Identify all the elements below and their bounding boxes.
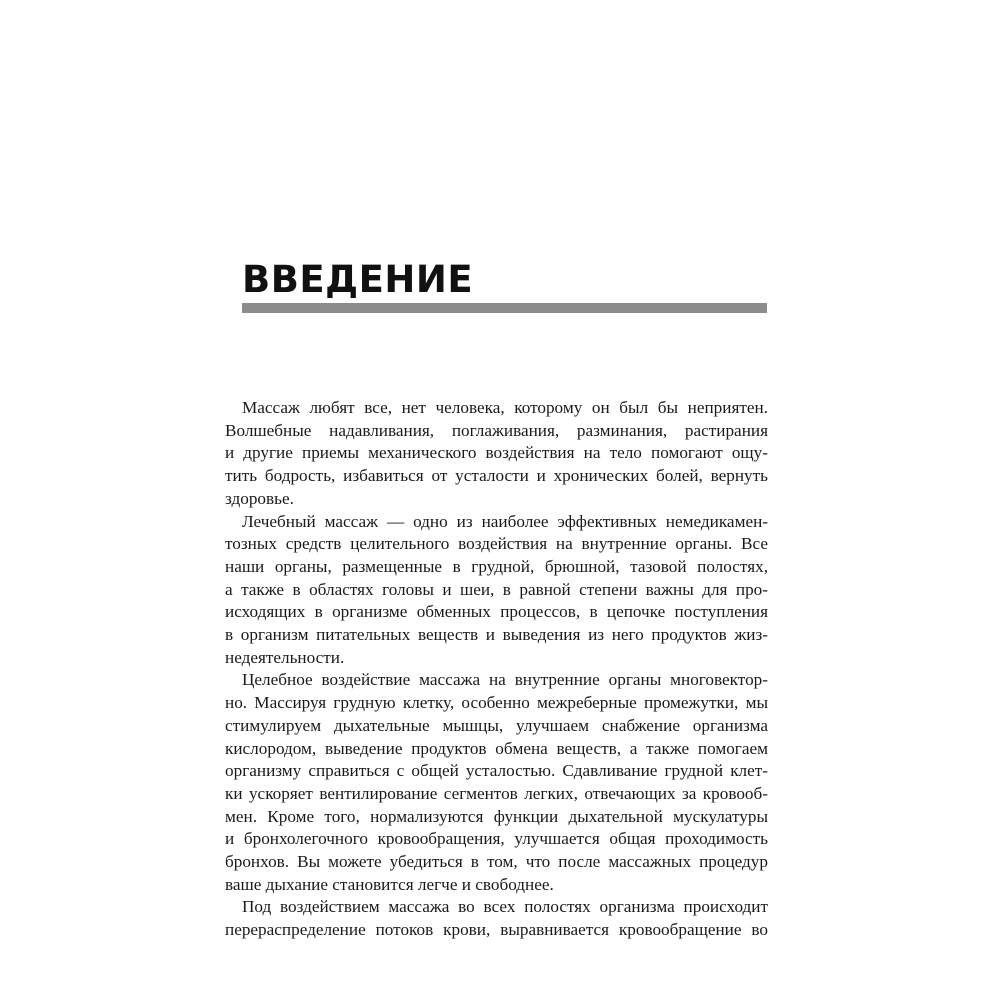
text-line: организму справиться с общей усталостью. Сдавливание грудной клет- <box>225 761 768 781</box>
text-line: Целебное воздействие массажа на внутренние органы многовектор- <box>242 670 768 690</box>
text-line: Лечебный массаж — одно из наиболее эффективных немедикамен- <box>242 511 768 531</box>
text-line: наши органы, размещенные в грудной, брюшной, тазовой полостях, <box>225 556 768 576</box>
text-line: Волшебные надавливания, поглаживания, разминания, растирания <box>225 420 768 440</box>
text-line: недеятельности. <box>225 647 345 667</box>
text-line: перераспределение потоков крови, выравнивается кровообращение во <box>225 920 768 940</box>
text-line: ваше дыхание становится легче и свободнее. <box>225 874 554 894</box>
text-line: мен. Кроме того, нормализуются функции дыхательной мускулатуры <box>225 806 768 826</box>
chapter-title: ВВЕДЕНИЕ <box>242 258 474 301</box>
text-line: и бронхолегочного кровообращения, улучшается общая проходимость <box>225 829 768 849</box>
text-line: кислородом, выведение продуктов обмена веществ, а также помогаем <box>225 738 768 758</box>
text-line: в организм питательных веществ и выведения из него продуктов жиз- <box>225 625 768 645</box>
text-line: тозных средств целительного воздействия на внутренние органы. Все <box>225 534 768 554</box>
title-underline-rule <box>242 303 767 313</box>
text-line: и другие приемы механического воздействия на тело помогают ощу- <box>225 443 768 463</box>
text-line: а также в областях головы и шеи, в равной степени важны для про- <box>225 579 768 599</box>
paragraph-4 <box>225 896 768 941</box>
text-line: исходящих в организме обменных процессов, в цепочке поступления <box>225 602 768 622</box>
text-line: ки ускоряет вентилирование сегментов легких, отвечающих за кровооб- <box>225 783 768 803</box>
paragraph-2 <box>225 511 768 670</box>
paragraph-1 <box>225 397 768 511</box>
text-line: Под воздействием массажа во всех полостях организма происходит <box>242 897 768 917</box>
text-line: здоровье. <box>225 488 294 508</box>
body-text <box>225 397 768 942</box>
text-line: бронхов. Вы можете убедиться в том, что после массажных процедур <box>225 852 768 872</box>
text-line: тить бодрость, избавиться от усталости и хронических болей, вернуть <box>225 466 768 486</box>
paragraph-3 <box>225 669 768 896</box>
text-line: стимулируем дыхательные мышцы, улучшаем снабжение организма <box>225 715 768 735</box>
text-line: Массаж любят все, нет человека, которому он был бы неприятен. <box>242 398 768 417</box>
text-line: но. Массируя грудную клетку, особенно межреберные промежутки, мы <box>225 693 768 713</box>
